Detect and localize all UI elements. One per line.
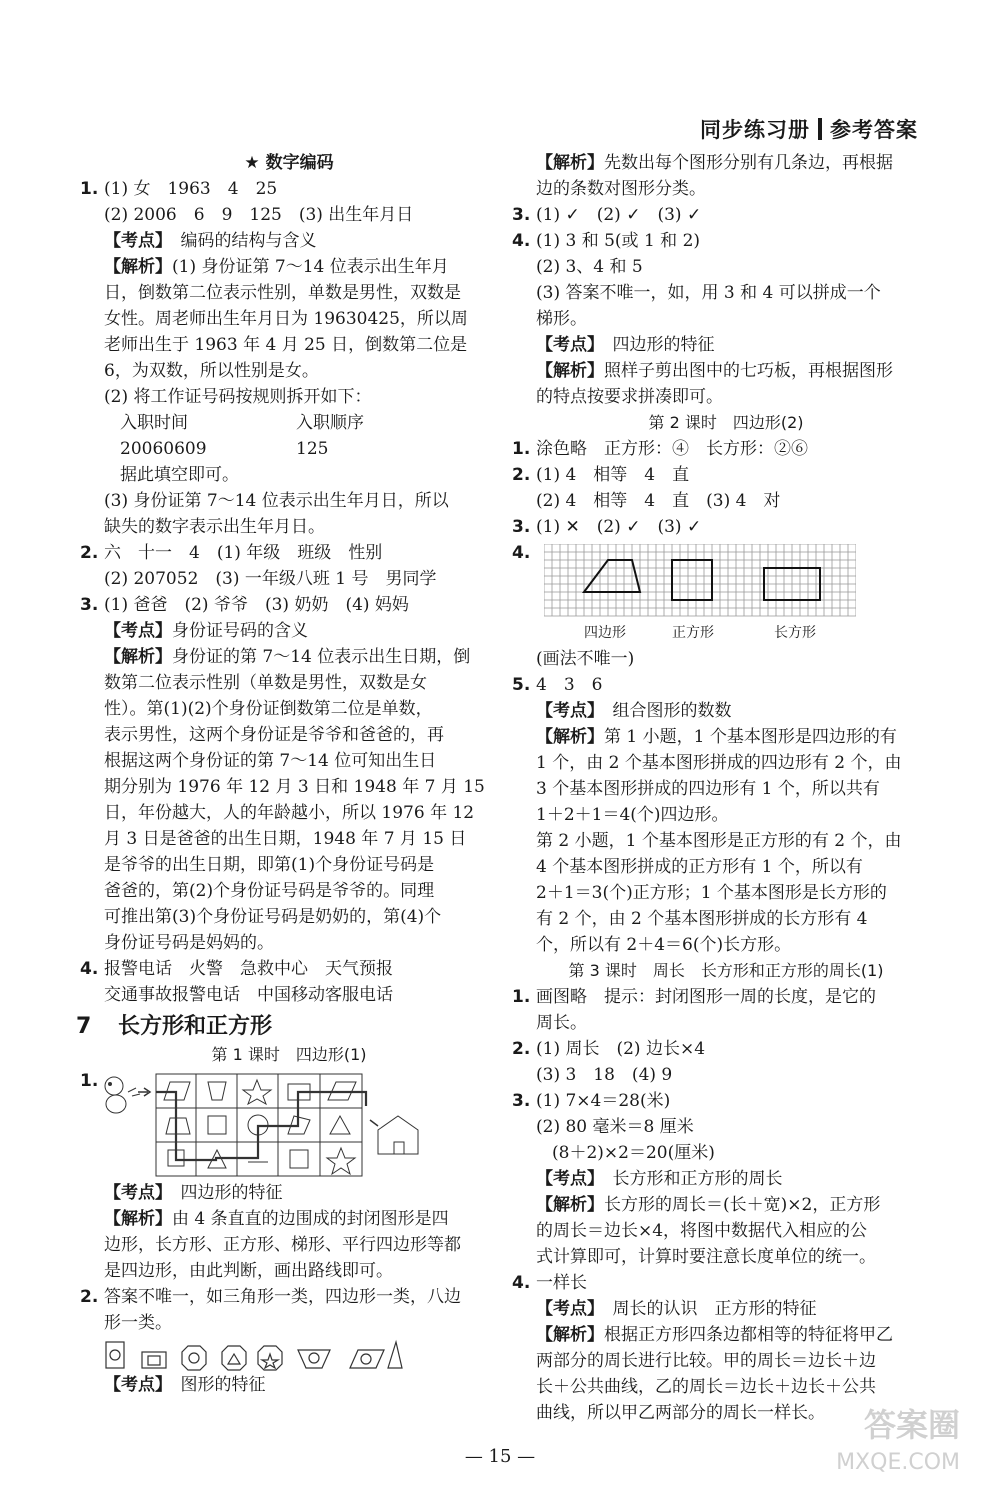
answer-line: 3. (1) ✕ (2) ✓ (3) ✓ <box>512 517 702 537</box>
quadrilateral-maze-figure <box>98 1070 428 1178</box>
jiexi-line: 期分别为 1976 年 12 月 3 日和 1948 年 7 月 15 <box>104 777 485 797</box>
answer-line: 4. (1) 3 和 5(或 1 和 2) <box>512 231 701 251</box>
answer-line: 1. (1) 女 1963 4 25 <box>80 179 278 199</box>
answer-line: 1. 涂色略 正方形：④ 长方形：②⑥ <box>512 439 808 459</box>
kaodian-line: 【考点】 组合图形的数数 <box>536 701 732 721</box>
jiexi-line: 月 3 日是爸爸的出生日期，1948 年 7 月 15 日 <box>104 829 467 849</box>
jiexi-line: 1＋2＋1＝4(个)四边形。 <box>536 805 729 825</box>
jiexi-line: (2) 将工作证号码按规则拆开如下： <box>104 387 372 407</box>
answer-line: (8＋2)×2＝20(厘米) <box>552 1143 715 1163</box>
jiexi-line: 据此填空即可。 <box>120 465 239 485</box>
kaodian-line: 【考点】 长方形和正方形的周长 <box>536 1169 783 1189</box>
answer-line: 梯形。 <box>536 309 587 329</box>
right-column <box>512 150 940 1426</box>
jiexi-line: 【解析】根据正方形四条边都相等的特征将甲乙 <box>536 1325 893 1345</box>
kaodian-line: 【考点】 四边形的特征 <box>536 335 715 355</box>
answer-line: 2. (1) 周长 (2) 边长×4 <box>512 1039 706 1059</box>
running-header <box>700 114 918 144</box>
chapter-heading: 7 长方形和正方形 <box>76 1014 273 1039</box>
answer-line: 2. 答案不唯一，如三角形一类，四边形一类，八边 <box>80 1287 461 1307</box>
section-title-digital-coding: ★ 数字编码 <box>244 153 334 173</box>
kaodian-line: 【考点】 编码的结构与含义 <box>104 231 317 251</box>
header-book-title: 同步练习册 <box>700 118 810 142</box>
jiexi-line: 是爷爷的出生日期，即第(1)个身份证号码是 <box>104 855 435 875</box>
jiexi-line: 【解析】第 1 小题，1 个基本图形是四边形的有 <box>536 727 897 747</box>
jiexi-line: 性）。第(1)(2)个身份证倒数第二位是单数， <box>104 699 433 719</box>
answer-line: 3. (1) ✓ (2) ✓ (3) ✓ <box>512 205 702 225</box>
jiexi-line: 日，倒数第二位表示性别，单数是男性，双数是 <box>104 283 461 303</box>
jiexi-line: (3) 身份证第 7～14 位表示出生年月日，所以 <box>104 491 449 511</box>
jiexi-line: 【解析】先数出每个图形分别有几条边，再根据 <box>536 153 893 173</box>
jiexi-line: 边的条数对图形分类。 <box>536 179 706 199</box>
jiexi-line: 曲线，所以甲乙两部分的周长一样长。 <box>536 1403 825 1423</box>
kaodian-line: 【考点】身份证号码的含义 <box>104 621 308 641</box>
jiexi-line: 【解析】由 4 条直直的边围成的封闭图形是四 <box>104 1209 449 1229</box>
jiexi-line: 的特点按要求拼凑即可。 <box>536 387 723 407</box>
jiexi-line: 【解析】长方形的周长＝(长＋宽)×2，正方形 <box>536 1195 881 1215</box>
jiexi-line: 爸爸的，第(2)个身份证号码是爷爷的。同理 <box>104 881 435 901</box>
answer-line: (3) 答案不唯一，如，用 3 和 4 可以拼成一个 <box>536 283 881 303</box>
table-row: 20060609 125 <box>120 439 329 459</box>
jiexi-line: 【解析】身份证的第 7～14 位表示出生日期，倒 <box>104 647 471 667</box>
jiexi-line: 身份证号码是妈妈的。 <box>104 933 274 953</box>
jiexi-line: 1 个，由 2 个基本图形拼成的四边形有 2 个，由 <box>536 753 902 773</box>
kaodian-line: 【考点】 周长的认识 正方形的特征 <box>536 1299 817 1319</box>
jiexi-line: 有 2 个，由 2 个基本图形拼成的长方形有 4 <box>536 909 868 929</box>
answer-line: 5. 4 3 6 <box>512 675 603 695</box>
answer-line: 2. 六 十一 4 (1) 年级 班级 性别 <box>80 543 383 563</box>
answer-line: 4. 报警电话 火警 急救中心 天气预报 <box>80 959 393 979</box>
caption-rectangle: 长方形 <box>774 625 816 641</box>
answer-line: 周长。 <box>536 1013 587 1033</box>
answer-line: (2) 2006 6 9 125 (3) 出生年月日 <box>104 205 414 225</box>
answer-line: 形一类。 <box>104 1313 172 1333</box>
header-section-title: 参考答案 <box>830 118 918 142</box>
jiexi-line: 根据这两个身份证的第 7～14 位可知出生日 <box>104 751 437 771</box>
jiexi-line: 3 个基本图形拼成的四边形有 1 个，所以共有 <box>536 779 880 799</box>
kaodian-line: 【考点】 图形的特征 <box>104 1375 266 1395</box>
jiexi-line: 日，年份越大，人的年龄越小，所以 1976 年 12 <box>104 803 475 823</box>
answer-line: (2) 3、4 和 5 <box>536 257 643 277</box>
jiexi-line: 两部分的周长进行比较。甲的周长＝边长＋边 <box>536 1351 876 1371</box>
watermark-logo: 答案圈 <box>863 1406 960 1444</box>
jiexi-line: 【解析】(1) 身份证第 7～14 位表示出生年月 <box>104 257 449 277</box>
grid-figure-row: 4. 四边形 正方形 长方形 <box>512 540 940 646</box>
answer-line: 4. 一样长 <box>512 1273 587 1293</box>
jiexi-line: 4 个基本图形拼成的正方形有 1 个，所以有 <box>536 857 863 877</box>
answer-line: 1. 画图略 提示：封闭图形一周的长度，是它的 <box>512 987 876 1007</box>
maze-figure-row: 1. <box>80 1068 498 1180</box>
jiexi-line: 式计算即可，计算时要注意长度单位的统一。 <box>536 1247 876 1267</box>
answer-line: (2) 207052 (3) 一年级八班 1 号 男同学 <box>104 569 437 589</box>
shape-cards-row <box>80 1336 498 1372</box>
kaodian-line: 【考点】 四边形的特征 <box>104 1183 283 1203</box>
answer-line: (2) 4 相等 4 直 (3) 4 对 <box>536 491 781 511</box>
shape-cards-figure <box>104 1338 404 1372</box>
jiexi-line: 6，为双数，所以性别是女。 <box>104 361 319 381</box>
answer-line: 3. (1) 7×4＝28(米) <box>512 1091 671 1111</box>
jiexi-line: 是四边形，由此判断，画出路线即可。 <box>104 1261 393 1281</box>
caption-quadrilateral: 四边形 <box>584 625 626 641</box>
lesson-heading: 第 3 课时 周长 长方形和正方形的周长(1) <box>568 961 884 980</box>
note-line: (画法不唯一) <box>536 649 635 669</box>
header-divider <box>818 118 822 140</box>
page-number: — 15 — <box>464 1446 536 1467</box>
quadrilateral-grid-figure <box>544 544 856 624</box>
answer-line: (2) 80 毫米＝8 厘米 <box>536 1117 694 1137</box>
jiexi-line: 个，所以有 2＋4＝6(个)长方形。 <box>536 935 792 955</box>
lesson-heading: 第 1 课时 四边形(1) <box>211 1045 367 1064</box>
jiexi-line: 长＋公共曲线，乙的周长＝边长＋边长＋公共 <box>536 1377 876 1397</box>
jiexi-line: 表示男性，这两个身份证是爷爷和爸爸的，再 <box>104 725 444 745</box>
jiexi-line: 2＋1＝3(个)正方形；1 个基本图形是长方形的 <box>536 883 887 903</box>
left-column <box>76 150 498 1398</box>
jiexi-line: 数第二位表示性别（单数是男性，双数是女 <box>104 673 427 693</box>
jiexi-line: 【解析】照样子剪出图中的七巧板，再根据图形 <box>536 361 893 381</box>
answer-line: 3. (1) 爸爸 (2) 爷爷 (3) 奶奶 (4) 妈妈 <box>80 595 409 615</box>
answer-line: 2. (1) 4 相等 4 直 <box>512 465 690 485</box>
jiexi-line: 女性。周老师出生年月日为 19630425，所以周 <box>104 309 468 329</box>
answer-line: 交通事故报警电话 中国移动客服电话 <box>104 985 393 1005</box>
jiexi-line: 第 2 小题，1 个基本图形是正方形的有 2 个，由 <box>536 831 902 851</box>
answer-line: (3) 3 18 (4) 9 <box>536 1065 673 1085</box>
caption-square: 正方形 <box>672 625 714 641</box>
jiexi-line: 缺失的数字表示出生年月日。 <box>104 517 325 537</box>
watermark-url: MXQE.COM <box>836 1450 960 1475</box>
table-row: 入职时间 入职顺序 <box>120 413 364 433</box>
jiexi-line: 老师出生于 1963 年 4 月 25 日，倒数第二位是 <box>104 335 468 355</box>
jiexi-line: 边形，长方形、正方形、梯形、平行四边形等都 <box>104 1235 461 1255</box>
lesson-heading: 第 2 课时 四边形(2) <box>648 413 804 432</box>
jiexi-line: 的周长＝边长×4，将图中数据代入相应的公 <box>536 1221 868 1241</box>
jiexi-line: 可推出第(3)个身份证号码是奶奶的，第(4)个 <box>104 907 442 927</box>
